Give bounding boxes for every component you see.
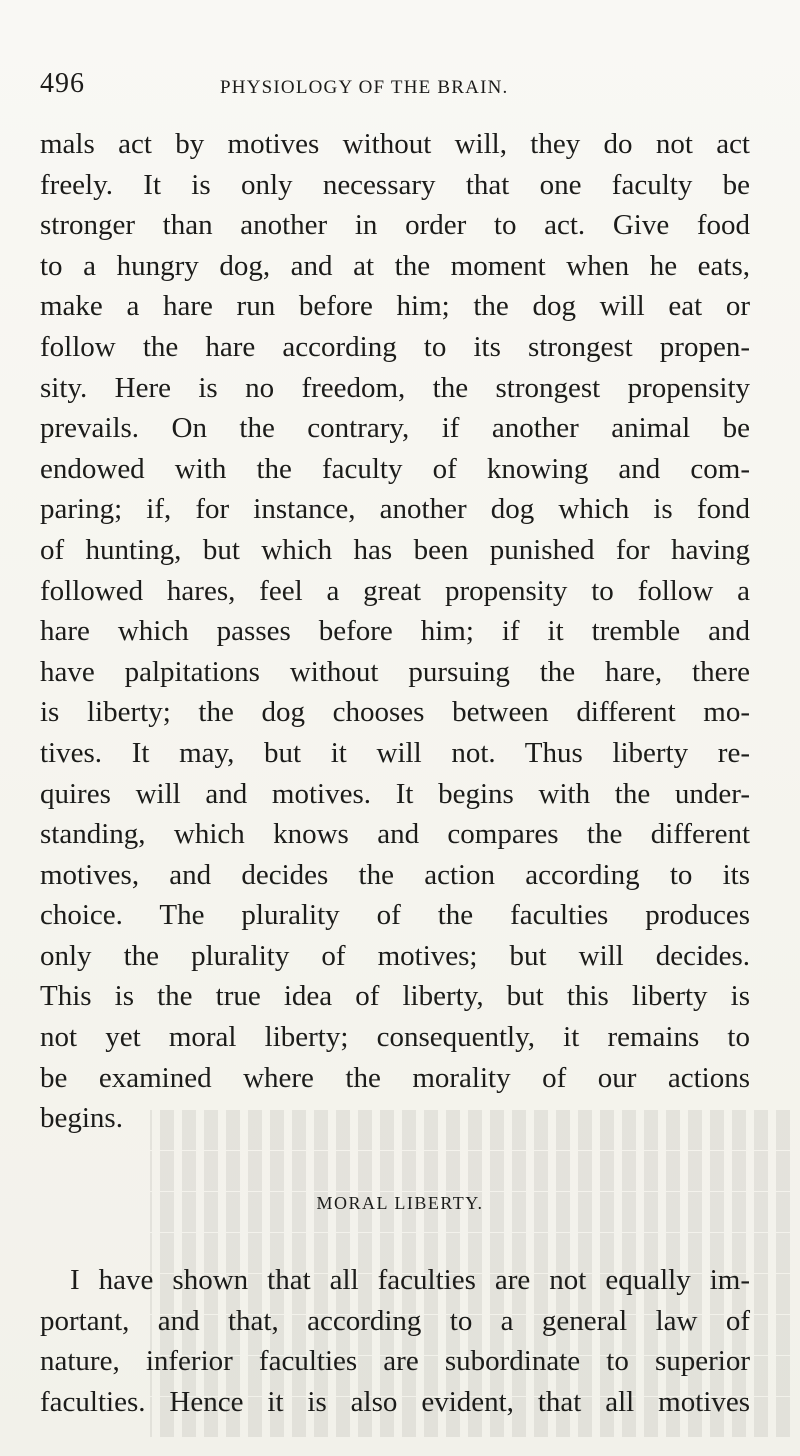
page-number: 496 <box>40 68 85 99</box>
page-header <box>40 68 750 108</box>
text-line: nature, inferior faculties are subordinate to superior <box>40 1345 750 1378</box>
text-line: prevails. On the contrary, if another animal be <box>40 412 750 445</box>
text-line: followed hares, feel a great propensity to follow a <box>40 574 750 607</box>
section-heading: MORAL LIBERTY. <box>316 1193 484 1213</box>
text-line: only the plurality of motives; but will decides. <box>40 939 750 972</box>
text-line: This is the true idea of liberty, but this liberty is <box>40 980 750 1013</box>
text-line: quires will and motives. It begins with the under- <box>40 777 750 810</box>
text-line: motives, and decides the action according to its <box>40 858 750 891</box>
text-line: hare which passes before him; if it tremble and <box>40 615 750 648</box>
text-line: follow the hare according to its strongest propen- <box>40 330 750 363</box>
running-head: PHYSIOLOGY OF THE BRAIN. <box>220 77 509 98</box>
text-line: of hunting, but which has been punished for having <box>40 533 750 566</box>
text-line: freely. It is only necessary that one faculty be <box>40 168 750 201</box>
text-line: be examined where the morality of our actions <box>40 1061 750 1094</box>
text-line: mals act by motives without will, they do not act <box>40 128 750 160</box>
text-line: to a hungry dog, and at the moment when he eats, <box>40 249 750 282</box>
body-paragraph <box>40 124 750 1139</box>
section-paragraph <box>40 1260 750 1422</box>
text-line: not yet moral liberty; consequently, it remains to <box>40 1021 750 1054</box>
text-line: make a hare run before him; the dog will eat or <box>40 290 750 323</box>
text-line: standing, which knows and compares the different <box>40 818 750 851</box>
text-line: begins. <box>40 1102 123 1135</box>
text-line: sity. Here is no freedom, the strongest propensity <box>40 371 750 404</box>
text-line: choice. The plurality of the faculties produces <box>40 899 750 932</box>
text-line: tives. It may, but it will not. Thus liberty re- <box>40 736 750 769</box>
text-line: portant, and that, according to a general law of <box>40 1304 750 1337</box>
text-line: faculties. Hence it is also evident, that all motives <box>40 1385 750 1418</box>
text-line: I have shown that all faculties are not equally im- <box>70 1264 750 1296</box>
text-line: paring; if, for instance, another dog which is fond <box>40 493 750 526</box>
text-line: endowed with the faculty of knowing and com- <box>40 452 750 485</box>
text-line: stronger than another in order to act. Give food <box>40 209 750 242</box>
text-line: have palpitations without pursuing the hare, there <box>40 655 750 688</box>
text-line: is liberty; the dog chooses between different mo- <box>40 696 750 729</box>
